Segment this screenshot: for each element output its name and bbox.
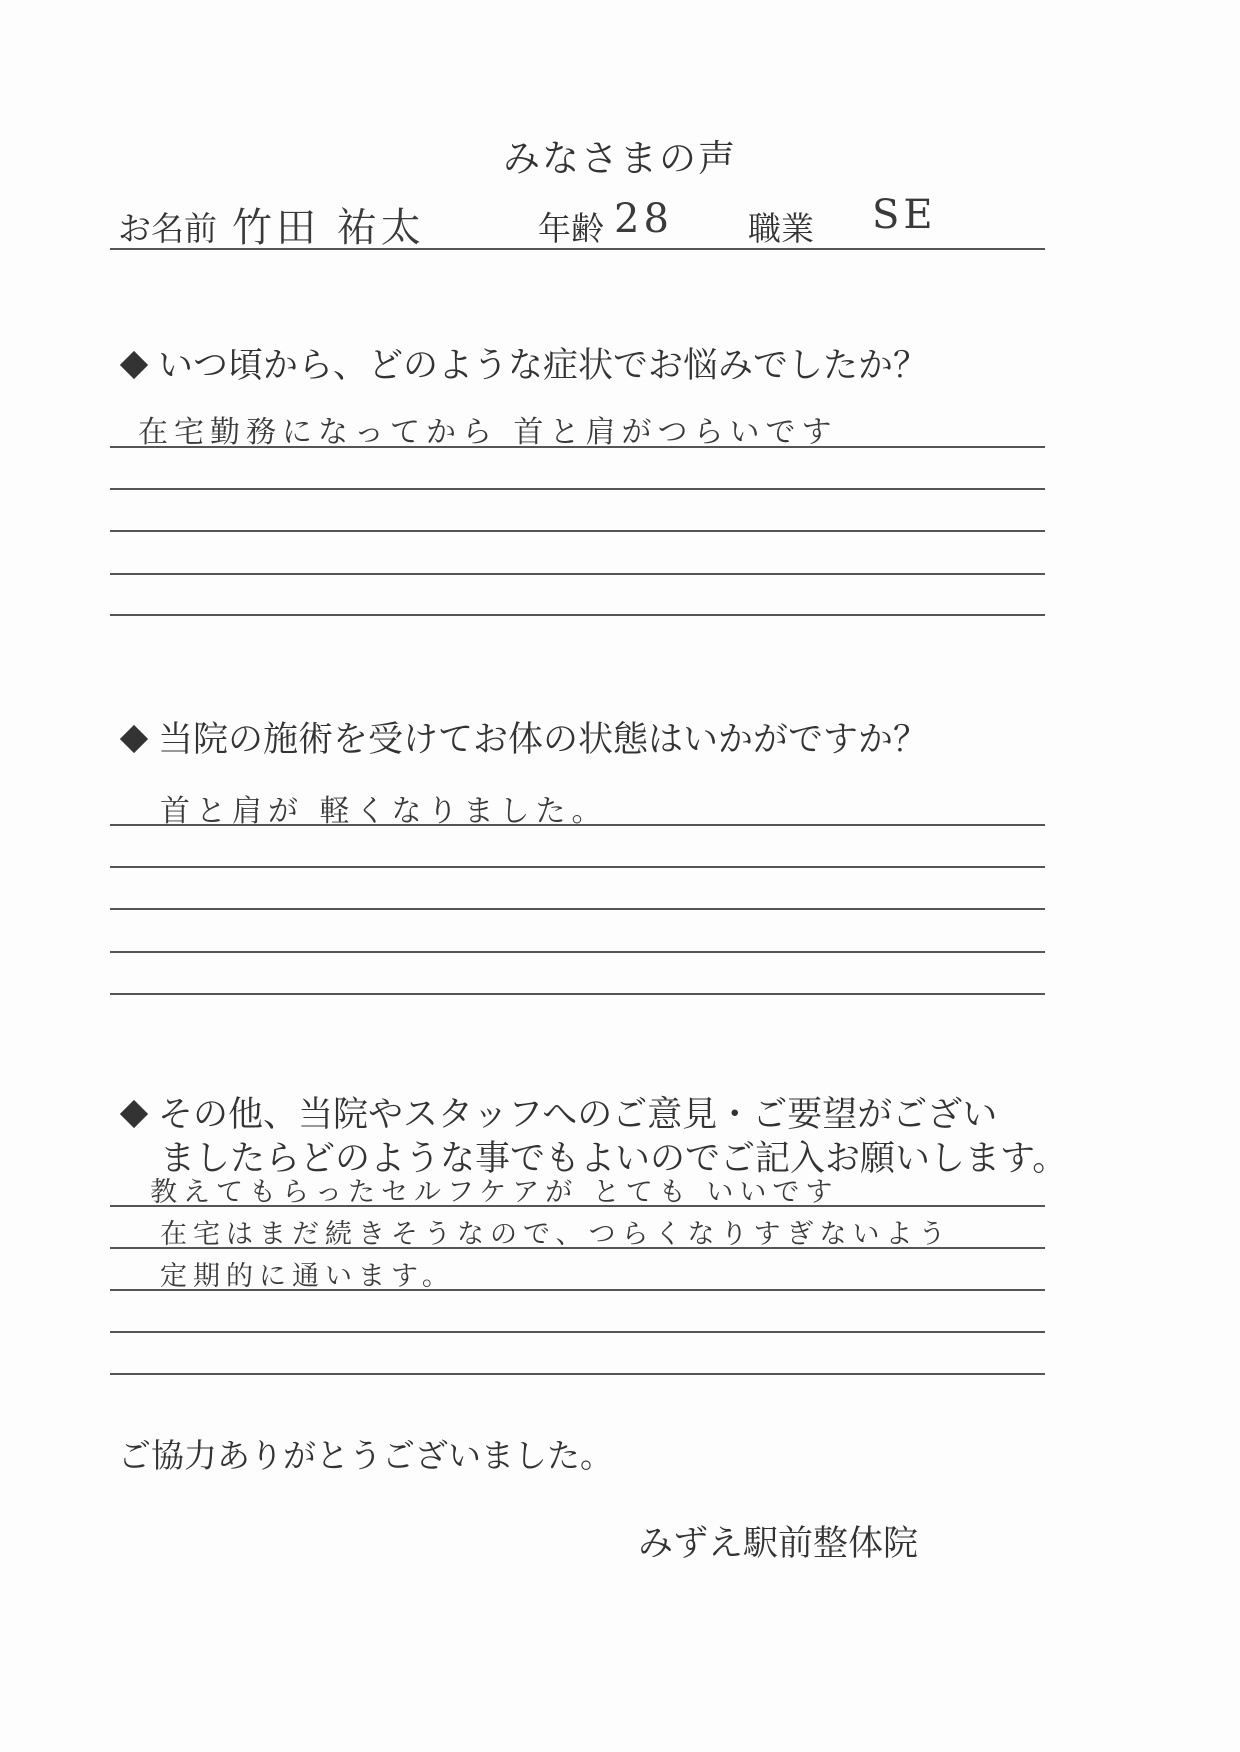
answer-1-line-1: 在宅勤務になってから 首と肩がつらいです bbox=[138, 415, 838, 450]
answer-rule bbox=[110, 951, 1045, 953]
answer-2-line-1: 首と肩が 軽くなりました。 bbox=[160, 794, 608, 829]
answer-rule bbox=[110, 1373, 1045, 1375]
answer-rule bbox=[110, 1331, 1045, 1333]
answer-rule bbox=[110, 614, 1045, 616]
name-label: お名前 bbox=[118, 209, 217, 248]
question-1 bbox=[118, 338, 928, 388]
thanks-message: ご協力ありがとうございました。 bbox=[118, 1436, 613, 1475]
answer-rule bbox=[110, 1289, 1045, 1291]
answer-3-line-3: 定期的に通います。 bbox=[160, 1261, 455, 1292]
question-3-text-line-1: その他、当院やスタッフへのご意見・ご要望がござい bbox=[158, 1095, 998, 1135]
answer-rule bbox=[110, 446, 1045, 448]
question-1-text: いつ頃から、どのような症状でお悩みでしたか？ bbox=[158, 346, 929, 386]
answer-rule bbox=[110, 488, 1045, 490]
answer-3-line-2: 在宅はまだ続きそうなので、つらくなりすぎないよう bbox=[160, 1219, 952, 1250]
clinic-name: みずえ駅前整体院 bbox=[638, 1524, 919, 1564]
job-label: 職業 bbox=[748, 209, 814, 248]
answer-rule bbox=[110, 573, 1045, 575]
diamond-bullet-icon bbox=[120, 351, 148, 379]
answer-rule bbox=[110, 908, 1045, 910]
name-value: 竹田 祐太 bbox=[232, 205, 425, 251]
answer-rule bbox=[110, 530, 1045, 532]
answer-rule bbox=[110, 866, 1045, 868]
question-3 bbox=[118, 1087, 997, 1137]
diamond-bullet-icon bbox=[120, 725, 148, 753]
age-value: 28 bbox=[614, 196, 673, 242]
answer-rule bbox=[110, 1247, 1045, 1249]
diamond-bullet-icon bbox=[120, 1100, 148, 1128]
age-label: 年齢 bbox=[538, 209, 604, 248]
question-3-text-line-2: ましたらどのような事でもよいのでご記入お願いします。 bbox=[160, 1139, 1068, 1179]
question-2 bbox=[118, 712, 928, 762]
answer-rule bbox=[110, 824, 1045, 826]
answer-rule bbox=[110, 1205, 1045, 1207]
name-underline bbox=[110, 248, 1045, 250]
question-2-text: 当院の施術を受けてお体の状態はいかがですか？ bbox=[158, 720, 929, 760]
answer-rule bbox=[110, 993, 1045, 995]
page-title: みなさまの声 bbox=[503, 137, 737, 180]
answer-3-line-1: 教えてもらったセルフケアが とても いいです bbox=[150, 1177, 839, 1208]
job-value: SE bbox=[872, 192, 937, 238]
